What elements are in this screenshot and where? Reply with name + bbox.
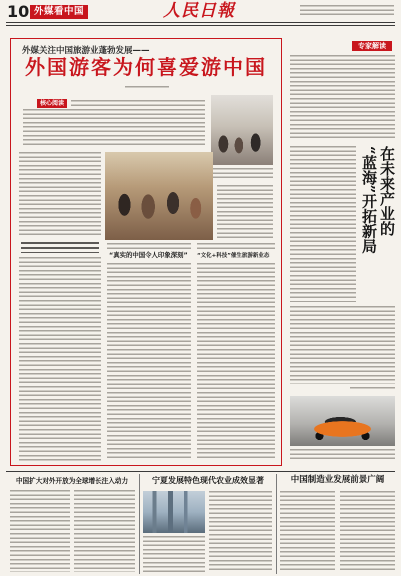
bottom-right-text-col2 (340, 491, 395, 572)
feature-title: 外国游客为何喜爱游中国 (25, 55, 267, 79)
left-subhead (21, 242, 99, 253)
bottom-middle-text-col1 (143, 536, 205, 572)
feature-kicker: 外媒关注中国旅游业蓬勃发展—— (22, 46, 150, 56)
masthead-logo: 人民日報 (163, 1, 235, 21)
photo-tourists-shopping (105, 152, 213, 240)
header-rule-thin (6, 25, 395, 26)
sidebar-title-line-2: “蓝海”开拓新局 (360, 146, 378, 254)
bottom-left-text-col2 (74, 490, 135, 572)
bottom-middle-headline: 宁夏发展特色现代农业成效显著 (152, 476, 264, 485)
intro-text (23, 109, 205, 147)
right-subhead: “文化+科技”催生旅游新业态 (197, 253, 270, 259)
photo-caption-car (290, 449, 395, 462)
intro-text-first (71, 100, 205, 108)
left-column-body (19, 257, 101, 461)
sidebar-text-bottom (290, 306, 395, 384)
right-column-text-top (197, 243, 275, 249)
photo-ningxia-city (143, 491, 205, 533)
photo-electric-car (290, 396, 395, 446)
feature-article (10, 38, 282, 466)
bottom-middle-text-col2 (209, 491, 272, 572)
photo-caption-middle (217, 185, 273, 240)
middle-column-text-top (107, 243, 191, 249)
bottom-right-headline: 中国制造业发展前景广阔 (290, 475, 385, 485)
left-column-text (19, 152, 101, 238)
header-rule (6, 22, 395, 23)
sidebar-text-middle (290, 146, 356, 302)
sidebar-author-note (350, 387, 395, 391)
right-column-body (197, 263, 275, 461)
edition-info (300, 5, 394, 15)
bottom-divider-1 (139, 474, 140, 574)
photo-caption-top (211, 168, 273, 180)
sidebar-vertical-title (360, 146, 396, 286)
sidebar-title-line-1: 在未来产业的 (378, 146, 396, 236)
bottom-divider-2 (276, 474, 277, 574)
bottom-left-headline: 中国扩大对外开放为全球增长注入动力 (15, 477, 129, 485)
reading-tip-tag: 核心阅读 (37, 99, 67, 108)
section-label: 外媒看中国 (30, 5, 88, 19)
sidebar-text-top (290, 55, 395, 141)
bottom-left-text-col1 (10, 490, 70, 572)
middle-column-body (107, 263, 191, 461)
bottom-section-rule (6, 471, 395, 472)
bottom-right-text-col1 (280, 491, 335, 572)
feature-byline (125, 86, 169, 89)
middle-subhead: “真实的中国令人印象深刻” (109, 251, 188, 259)
expert-commentary-tag: 专家解读 (352, 41, 392, 51)
photo-tourists-arrival (211, 95, 273, 165)
page-number: 10 (7, 2, 30, 21)
